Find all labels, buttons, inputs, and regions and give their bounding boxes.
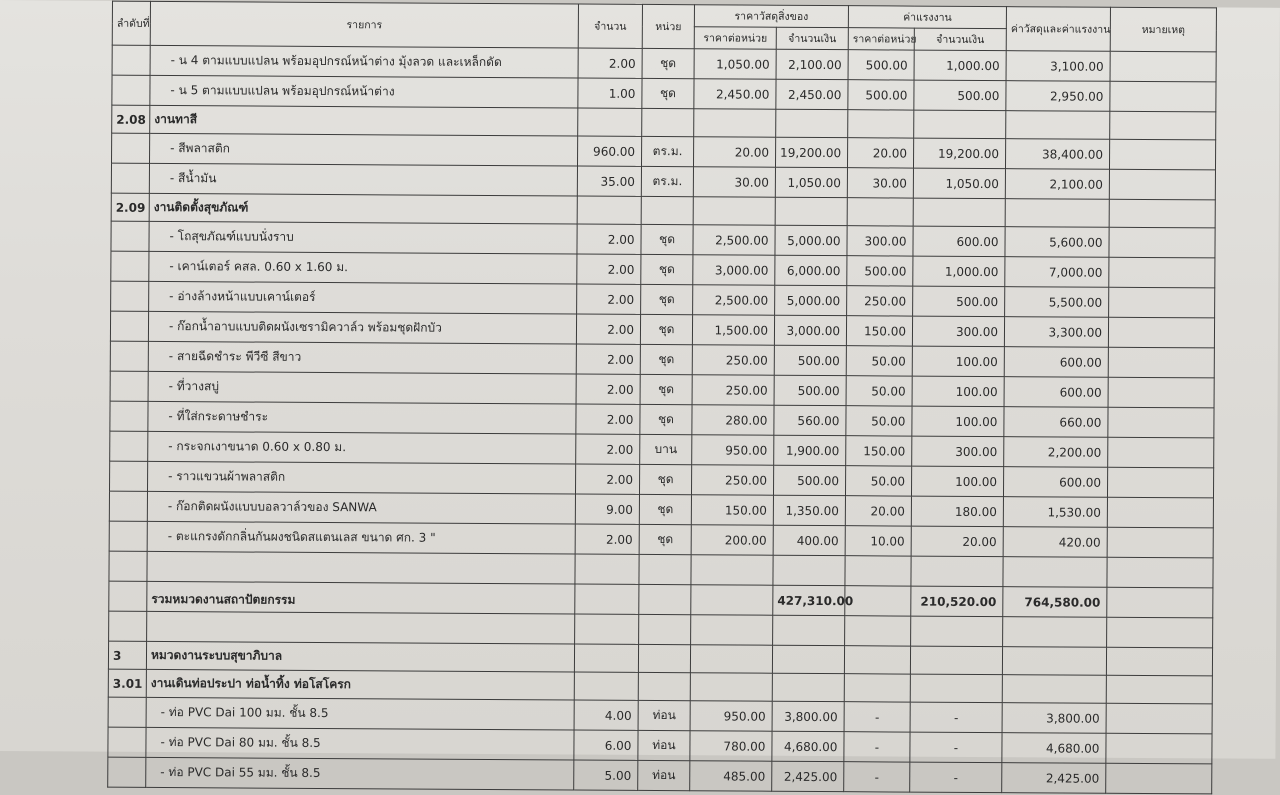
cell-material-amount: 400.00 — [773, 525, 845, 555]
cell-no — [111, 163, 149, 193]
cell-qty — [574, 672, 638, 700]
cell-material-unit-price: 950.00 — [692, 435, 774, 466]
cell-unit: ชุด — [640, 344, 692, 374]
col-header-qty: จำนวน — [578, 4, 642, 48]
cell-unit: ชุด — [641, 254, 693, 284]
cell-total: 3,800.00 — [1002, 703, 1106, 734]
cell-unit: ชุด — [640, 374, 692, 404]
cell-material-unit-price: 780.00 — [690, 731, 772, 762]
cell-labor-unit-price: 500.00 — [848, 50, 914, 80]
cell-material-unit-price: 200.00 — [691, 525, 773, 556]
cell-no — [111, 251, 149, 281]
cell-material-amount: 2,450.00 — [776, 79, 848, 109]
cell-labor-amount: 20.00 — [911, 526, 1003, 557]
cell-no — [112, 133, 150, 163]
cell-no — [108, 757, 146, 787]
cell-labor-amount: 100.00 — [912, 376, 1004, 407]
summary-material-amount: 427,310.00 — [773, 585, 845, 615]
cell-item: - กระจกเงาขนาด 0.60 x 0.80 ม. — [148, 431, 576, 464]
cell-material-unit-price: 1,500.00 — [692, 315, 774, 346]
cell-note — [1106, 733, 1212, 764]
cell-qty: 2.00 — [576, 374, 640, 404]
cell-labor-amount: 180.00 — [911, 496, 1003, 527]
cell-material-unit-price: 1,050.00 — [694, 49, 776, 80]
cell-material-amount: 4,680.00 — [772, 731, 844, 761]
cell-labor-amount: - — [910, 732, 1002, 763]
cell-labor-amount: 500.00 — [913, 286, 1005, 317]
cell-labor-amount: 1,050.00 — [913, 168, 1005, 199]
cell-material-unit-price — [694, 109, 776, 138]
cell-unit: ท่อน — [638, 730, 690, 760]
cell-unit: ชุด — [641, 284, 693, 314]
cost-estimate-table — [107, 1, 1217, 795]
cell-item: - ตะแกรงดักกลิ่นกันผงชนิดสแตนเลส ขนาด ศก. 3 " — [147, 521, 575, 554]
cell-material-amount: 5,000.00 — [775, 285, 847, 315]
cell-no — [109, 521, 147, 551]
cell-no — [109, 491, 147, 521]
cell-qty: 2.00 — [576, 404, 640, 434]
cell-total: 1,530.00 — [1003, 497, 1107, 528]
cell-labor-amount: 1,000.00 — [914, 50, 1006, 81]
cell-material-amount: 500.00 — [774, 375, 846, 405]
cell-material-amount: 500.00 — [773, 465, 845, 495]
cell-note — [1106, 675, 1212, 704]
cell-labor-unit-price: 10.00 — [845, 526, 911, 556]
cell-material-amount: 6,000.00 — [775, 255, 847, 285]
cell-note — [1108, 347, 1214, 378]
cell-total: 2,200.00 — [1004, 437, 1108, 468]
cell-no — [110, 461, 148, 491]
cell-qty: 2.00 — [577, 284, 641, 314]
cell-unit: ท่อน — [638, 760, 690, 790]
cell-no — [112, 75, 150, 105]
cell-labor-unit-price — [848, 110, 914, 138]
cell-no — [110, 401, 148, 431]
cell-material-amount: 2,425.00 — [772, 761, 844, 791]
cell-item: - โถสุขภัณฑ์แบบนั่งราบ — [149, 221, 577, 254]
cell-total: 600.00 — [1004, 377, 1108, 408]
cell-no — [110, 431, 148, 461]
cell-unit: ชุด — [641, 224, 693, 254]
cell-total: 38,400.00 — [1006, 139, 1110, 170]
cell-qty: 2.00 — [575, 464, 639, 494]
cell-material-amount — [772, 673, 844, 701]
cell-qty: 9.00 — [575, 494, 639, 524]
cell-item: งานติดตั้งสุขภัณฑ์ — [149, 193, 577, 224]
cell-total: 2,100.00 — [1005, 169, 1109, 200]
cell-material-amount — [775, 197, 847, 225]
cell-qty: 6.00 — [574, 730, 638, 760]
cell-labor-unit-price: 250.00 — [847, 286, 913, 316]
cell-item: - สีพลาสติก — [150, 133, 578, 166]
cell-qty: 2.00 — [578, 48, 642, 78]
cell-no: 2.09 — [111, 193, 149, 221]
cell-unit: ชุด — [640, 404, 692, 434]
cell-unit: ชุด — [639, 524, 691, 554]
col-header-lab-amount: จำนวนเงิน — [914, 28, 1006, 51]
cell-item: - สายฉีดชำระ พีวีซี สีขาว — [148, 341, 576, 374]
cell-note — [1109, 227, 1215, 258]
cell-unit: ชุด — [639, 464, 691, 494]
cell-note — [1109, 199, 1215, 228]
cell-unit: ชุด — [640, 314, 692, 344]
cell-total: 5,500.00 — [1005, 287, 1109, 318]
cell-no: 3.01 — [108, 669, 146, 697]
cell-note — [1110, 51, 1216, 82]
cell-labor-amount: 100.00 — [912, 406, 1004, 437]
cell-labor-amount: 500.00 — [914, 80, 1006, 111]
cell-qty: 2.00 — [575, 524, 639, 554]
cell-item: งานเดินท่อประปา ท่อน้ำทิ้ง ท่อโสโครก — [146, 669, 574, 700]
cell-labor-unit-price: 20.00 — [845, 496, 911, 526]
table-body — [109, 45, 1216, 558]
cell-note — [1108, 317, 1214, 348]
cell-material-amount: 1,900.00 — [774, 435, 846, 465]
cell-labor-unit-price: 50.00 — [846, 466, 912, 496]
cell-no — [112, 45, 150, 75]
col-header-note: หมายเหตุ — [1110, 7, 1216, 52]
cell-labor-amount: 100.00 — [912, 466, 1004, 497]
cell-material-amount: 1,050.00 — [775, 167, 847, 197]
cell-material-amount: 3,800.00 — [772, 701, 844, 731]
cell-item: - ก๊อกติดผนังแบบบอลวาล์วของ SANWA — [147, 491, 575, 524]
cell-labor-unit-price: 50.00 — [846, 406, 912, 436]
header-row-1 — [112, 1, 1216, 30]
cell-note — [1106, 703, 1212, 734]
cell-qty: 1.00 — [578, 78, 642, 108]
cell-item: - น 5 ตามแบบแปลน พร้อมอุปกรณ์หน้าต่าง — [150, 75, 578, 108]
cell-qty: 2.00 — [576, 314, 640, 344]
cell-unit: ตร.ม. — [641, 166, 693, 196]
summary-total: 764,580.00 — [1003, 587, 1107, 618]
cell-labor-amount: - — [910, 702, 1002, 733]
cell-material-amount: 3,000.00 — [774, 315, 846, 345]
cell-qty: 2.00 — [577, 254, 641, 284]
table-body-section3 — [108, 669, 1213, 794]
cell-labor-amount: - — [910, 762, 1002, 793]
cell-item: - ที่วางสบู่ — [148, 371, 576, 404]
cell-note — [1108, 377, 1214, 408]
cell-note — [1110, 111, 1216, 140]
table-row — [108, 757, 1212, 794]
cell-labor-unit-price: 300.00 — [847, 226, 913, 256]
cell-unit — [641, 196, 693, 224]
cell-material-unit-price: 30.00 — [693, 167, 775, 198]
cell-unit: บาน — [640, 434, 692, 464]
cell-item: - ท่อ PVC Dai 100 มม. ชั้น 8.5 — [146, 697, 574, 730]
cell-note — [1108, 437, 1214, 468]
cell-total: 3,100.00 — [1006, 51, 1110, 82]
cell-note — [1110, 81, 1216, 112]
cell-material-amount: 5,000.00 — [775, 225, 847, 255]
cell-qty: 960.00 — [577, 136, 641, 166]
summary-label: รวมหมวดงานสถาปัตยกรรม — [147, 581, 575, 614]
cell-qty: 4.00 — [574, 700, 638, 730]
cell-labor-unit-price: - — [844, 732, 910, 762]
cell-material-unit-price: 20.00 — [693, 137, 775, 168]
cell-material-unit-price: 3,000.00 — [693, 255, 775, 286]
cell-note — [1109, 169, 1215, 200]
cell-labor-unit-price — [844, 674, 910, 702]
cell-item: - ราวแขวนผ้าพลาสติก — [148, 461, 576, 494]
cell-no — [108, 727, 146, 757]
cell-note — [1109, 287, 1215, 318]
cell-note — [1107, 467, 1213, 498]
cell-note — [1106, 763, 1212, 794]
cell-total: 420.00 — [1003, 527, 1107, 558]
cell-item: งานทาสี — [150, 105, 578, 136]
cell-item: - ที่ใส่กระดาษชำระ — [148, 401, 576, 434]
cell-total — [1005, 199, 1109, 228]
cell-labor-amount — [910, 674, 1002, 703]
cell-material-amount: 1,350.00 — [773, 495, 845, 525]
col-header-unit: หน่วย — [642, 4, 694, 48]
cell-labor-unit-price: - — [844, 762, 910, 792]
cell-material-unit-price: 2,450.00 — [694, 79, 776, 110]
cell-qty: 5.00 — [574, 760, 638, 790]
cell-labor-amount — [914, 110, 1006, 139]
cell-labor-unit-price: 50.00 — [846, 346, 912, 376]
cell-qty: 2.00 — [577, 224, 641, 254]
section-no: 3 — [108, 641, 146, 669]
cell-total: 2,950.00 — [1006, 81, 1110, 112]
cell-material-unit-price — [690, 673, 772, 702]
section-title: หมวดงานระบบสุขาภิบาล — [146, 641, 574, 672]
cell-item: - เคาน์เตอร์ คสล. 0.60 x 1.60 ม. — [149, 251, 577, 284]
cell-labor-amount — [913, 198, 1005, 227]
cell-labor-unit-price: 150.00 — [846, 436, 912, 466]
cell-labor-unit-price: - — [844, 702, 910, 732]
cell-total: 3,300.00 — [1004, 317, 1108, 348]
cell-unit: ท่อน — [638, 700, 690, 730]
cell-labor-unit-price: 20.00 — [848, 138, 914, 168]
cell-total — [1002, 675, 1106, 704]
cell-total: 600.00 — [1004, 347, 1108, 378]
cell-labor-amount: 100.00 — [912, 346, 1004, 377]
cell-total: 5,600.00 — [1005, 227, 1109, 258]
col-header-mat-unit-price: ราคาต่อหน่วย — [694, 27, 776, 50]
cell-no — [111, 281, 149, 311]
cell-material-unit-price: 2,500.00 — [693, 285, 775, 316]
col-header-item: รายการ — [150, 1, 578, 48]
cell-material-unit-price: 250.00 — [692, 375, 774, 406]
cell-no — [111, 221, 149, 251]
cell-unit: ชุด — [642, 48, 694, 78]
cell-qty: 2.00 — [576, 344, 640, 374]
cell-labor-amount: 600.00 — [913, 226, 1005, 257]
cell-item: - อ่างล้างหน้าแบบเคาน์เตอร์ — [149, 281, 577, 314]
cell-item: - สีน้ำมัน — [149, 163, 577, 196]
cell-qty — [577, 196, 641, 224]
col-header-total: ค่าวัสดุและค่าแรงงาน — [1006, 7, 1110, 52]
cell-material-amount: 500.00 — [774, 345, 846, 375]
cell-material-amount: 560.00 — [774, 405, 846, 435]
cell-item: - น 4 ตามแบบแปลน พร้อมอุปกรณ์หน้าต่าง มุ้งลวด และเหล็กดัด — [150, 45, 578, 78]
cell-material-unit-price: 485.00 — [690, 761, 772, 792]
cell-qty: 35.00 — [577, 166, 641, 196]
cell-labor-unit-price: 500.00 — [847, 256, 913, 286]
col-header-material: ราคาวัสดุสิ่งของ — [694, 5, 848, 28]
cell-note — [1108, 407, 1214, 438]
cell-material-amount — [776, 109, 848, 137]
cell-material-unit-price: 250.00 — [692, 345, 774, 376]
cell-material-unit-price: 2,500.00 — [693, 225, 775, 256]
cell-labor-unit-price: 150.00 — [846, 316, 912, 346]
cell-unit: ชุด — [642, 78, 694, 108]
cell-total: 7,000.00 — [1005, 257, 1109, 288]
cell-item: - ก๊อกน้ำอาบแบบติดผนังเซรามิควาล์ว พร้อมชุดฝักบัว — [148, 311, 576, 344]
cell-no: 2.08 — [112, 105, 150, 133]
cell-qty — [578, 108, 642, 136]
cell-no — [110, 371, 148, 401]
cell-labor-unit-price — [847, 198, 913, 226]
cell-labor-amount: 1,000.00 — [913, 256, 1005, 287]
cell-item: - ท่อ PVC Dai 80 มม. ชั้น 8.5 — [146, 727, 574, 760]
cell-material-unit-price — [693, 197, 775, 226]
cell-qty: 2.00 — [576, 434, 640, 464]
cell-labor-amount: 300.00 — [912, 436, 1004, 467]
col-header-no: ลำดับที่ — [112, 1, 150, 45]
cell-material-amount: 19,200.00 — [775, 137, 847, 167]
summary-labor-amount: 210,520.00 — [911, 586, 1003, 617]
cell-material-unit-price: 950.00 — [690, 701, 772, 732]
cell-material-amount: 2,100.00 — [776, 49, 848, 79]
col-header-mat-amount: จำนวนเงิน — [776, 27, 848, 49]
cell-no — [110, 341, 148, 371]
cell-material-unit-price: 150.00 — [691, 495, 773, 526]
cell-unit: ชุด — [639, 494, 691, 524]
cell-labor-amount: 19,200.00 — [914, 138, 1006, 169]
cell-total: 4,680.00 — [1002, 733, 1106, 764]
col-header-lab-unit-price: ราคาต่อหน่วย — [848, 28, 914, 50]
cell-no — [110, 311, 148, 341]
cell-unit — [638, 672, 690, 700]
cell-no — [108, 697, 146, 727]
cell-note — [1110, 139, 1216, 170]
cell-labor-amount: 300.00 — [912, 316, 1004, 347]
cell-total: 660.00 — [1004, 407, 1108, 438]
cell-labor-unit-price: 50.00 — [846, 376, 912, 406]
cell-material-unit-price: 280.00 — [692, 405, 774, 436]
cell-unit — [642, 108, 694, 136]
cell-total: 2,425.00 — [1002, 763, 1106, 794]
cell-note — [1107, 527, 1213, 558]
summary-body — [108, 551, 1213, 676]
col-header-labor: ค่าแรงงาน — [848, 6, 1006, 29]
cell-total: 600.00 — [1004, 467, 1108, 498]
cell-note — [1109, 257, 1215, 288]
cell-item: - ท่อ PVC Dai 55 มม. ชั้น 8.5 — [146, 757, 574, 790]
cell-note — [1107, 497, 1213, 528]
cell-labor-unit-price: 500.00 — [848, 80, 914, 110]
cell-unit: ตร.ม. — [641, 136, 693, 166]
cell-material-unit-price: 250.00 — [691, 465, 773, 496]
cell-total — [1006, 111, 1110, 140]
cell-labor-unit-price: 30.00 — [847, 168, 913, 198]
